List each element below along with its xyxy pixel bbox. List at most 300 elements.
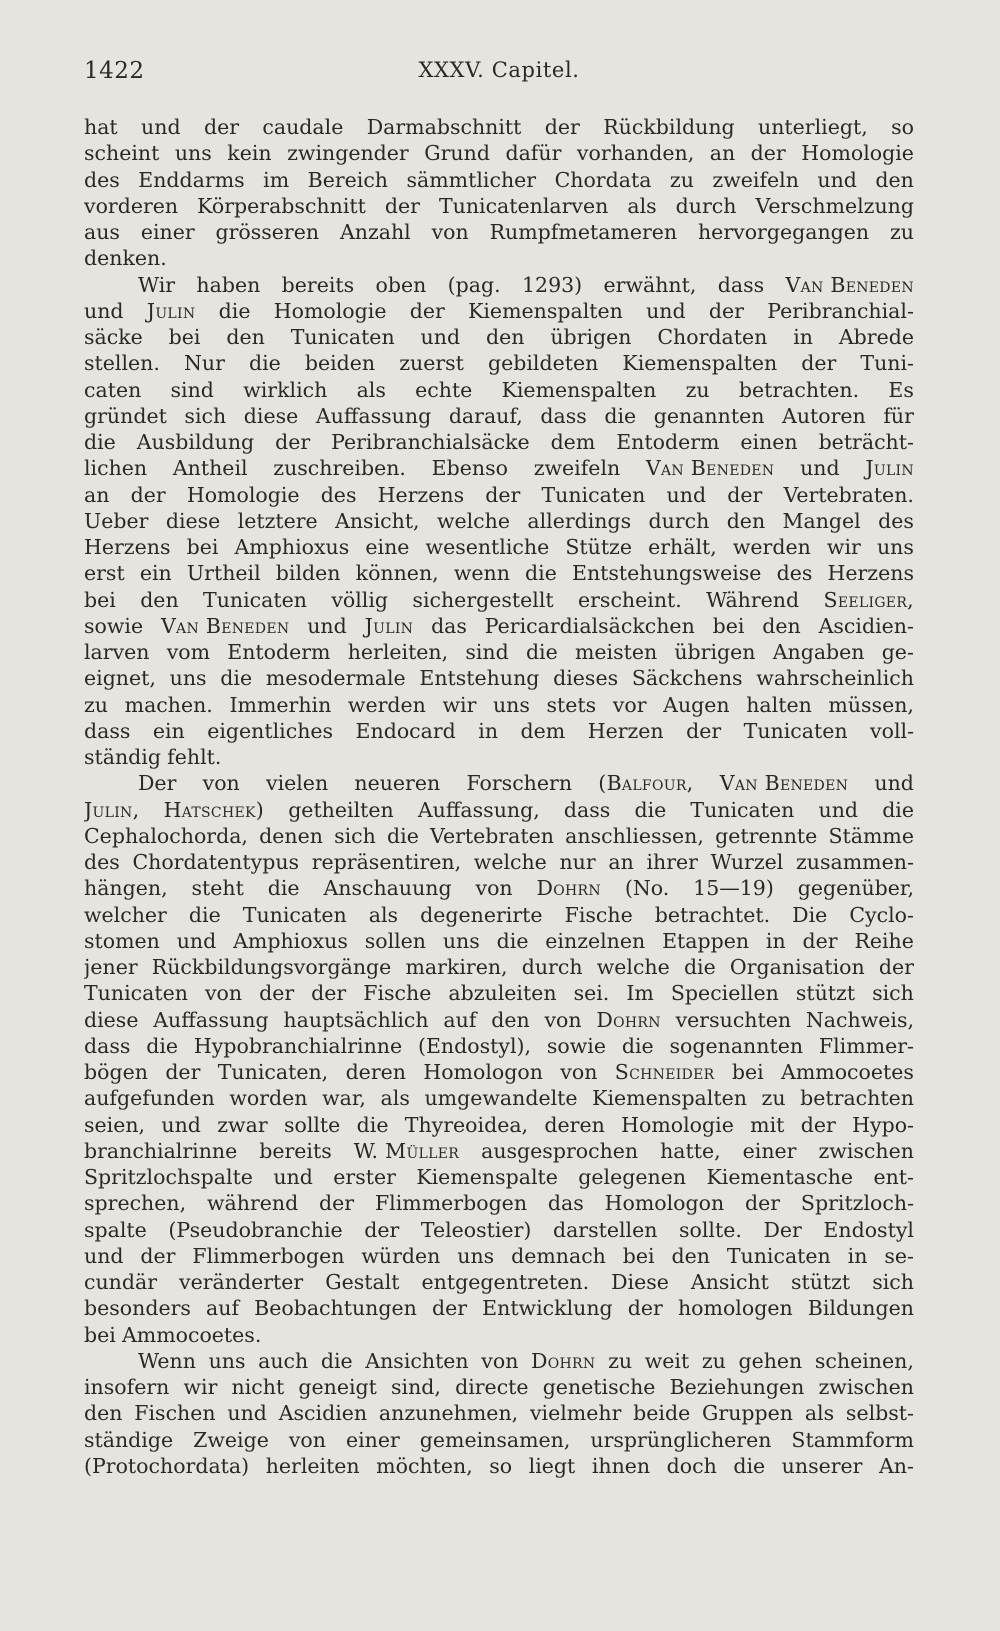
word: dass [84,718,131,743]
word: der [627,1296,663,1321]
word: von [544,1007,582,1032]
word: die [634,797,667,822]
word: Ausbildung [136,430,255,454]
word: zweifeln [712,167,799,192]
word: Urtheil [186,561,261,586]
word: 1293) [522,272,583,297]
word: Cephalochorda, [84,823,248,848]
word: Tunicaten [203,587,307,612]
word: die [146,1033,179,1058]
word: der [130,482,166,507]
word: würden [361,1243,441,1268]
text-line [84,1453,914,1479]
word: übrigen [674,640,756,664]
word: welche [436,508,510,533]
word: des [878,508,914,533]
word: Herzens [84,535,171,559]
word: als [356,377,386,402]
word: Augen [663,692,730,717]
word: Kiemenspalte [416,1165,558,1189]
word: genetische [542,1375,656,1399]
word: Anschauung [323,876,452,901]
word: die [356,1112,389,1137]
word: als [368,902,399,927]
word: selbst- [845,1401,914,1426]
word: lichen [84,456,148,481]
word: und [84,1243,124,1268]
word: von [431,220,469,244]
word: haben [196,272,261,297]
word: hängen, [84,876,168,901]
word: Wir [138,272,176,297]
text-line [84,1190,914,1216]
text-line [84,744,914,770]
word: caten [84,377,142,402]
word: gelegenen [578,1165,687,1189]
text-line [84,455,914,481]
word: der [686,718,722,743]
word: zu [889,220,914,244]
word: markiren, [405,955,508,979]
word: für [883,403,914,428]
word: seien, [84,1112,146,1137]
word: der [431,1296,468,1321]
word: und [800,456,840,481]
word: die [604,403,637,428]
word: herleiten [265,1453,360,1478]
word: Endostyl [823,1217,914,1242]
word: denen [259,823,323,848]
word: letztere [237,508,318,533]
word: getheilten [288,797,394,822]
word: Forschern [466,771,573,796]
text-line [84,823,914,849]
word: gebildeten [488,351,599,376]
text-line [84,1033,914,1059]
text-line [84,718,914,744]
word: stützt [790,1270,851,1294]
word: bei [731,1060,764,1084]
word: Antheil [172,456,248,481]
word: uns [442,928,480,953]
word: einer [140,220,195,244]
word: den [671,1243,710,1268]
word: scheint [84,141,160,166]
word: wir [826,535,861,559]
word: Stämme [828,823,914,848]
word: Chordatentypus [132,850,300,874]
text-line [84,665,914,691]
word: Wenn [138,1348,196,1373]
word: uns [208,1348,246,1373]
word: (Protochordata) [84,1453,250,1478]
word: Thyreoidea, [404,1112,529,1137]
word: gehen [738,1348,803,1373]
word: Cyclo- [849,902,914,927]
word: jener [84,955,138,979]
word: Beziehungen [669,1375,805,1399]
word: die [220,666,253,691]
word: weit [644,1348,690,1373]
word: Chordaten [657,325,768,349]
word: uns [876,535,914,559]
word: Etappen [662,928,750,953]
word: zu [84,692,109,717]
word: der [275,430,311,454]
author-name: Van Beneden [719,771,849,796]
word: grösseren [215,220,320,244]
text-line [84,639,914,665]
word: erster [333,1165,396,1189]
text-line [84,1112,914,1138]
word: der [878,955,914,979]
word: übrigen [550,325,632,349]
word: das [431,613,467,638]
word: Kiemenspalten [501,377,657,402]
author-name: Van Beneden [785,272,914,297]
word: der [384,193,420,218]
word: und [666,482,707,507]
word: wenn [453,561,510,586]
word: halten [746,692,812,717]
word: sowie [84,613,144,638]
word: directe [455,1375,529,1399]
word: Bereich [307,167,389,192]
word: zu [761,1086,786,1111]
word: der [802,928,838,953]
word: und [307,613,347,638]
word: aus [84,220,120,244]
author-name: Julin [146,298,196,323]
word: Rückbildungsvorgänge [151,955,392,979]
word: im [263,167,290,192]
word: und [84,298,124,323]
text-line [84,928,914,954]
text-line [84,1400,914,1426]
word: Tunicaten, [217,1060,329,1084]
word: sollte [283,1112,341,1137]
word: erwähnt, [603,272,697,297]
word: getrennte [715,823,818,848]
word: Ammocoetes. [121,1322,262,1347]
word: der [801,351,837,376]
text-line [84,140,914,166]
word: Ueber [84,508,149,533]
word: aufgefunden [84,1086,215,1111]
word: unserer [781,1453,863,1478]
word: den [491,1007,530,1032]
word: Fische [564,902,633,927]
word: dem [520,718,566,743]
word: gegenüber, [797,876,914,901]
word: echte [415,377,473,402]
word: als [627,193,657,218]
word: Chordata [554,167,652,192]
word: und [646,298,686,323]
word: zu [669,167,694,192]
word: insofern [84,1375,170,1399]
word: zu [685,377,710,402]
word: Herzen [587,718,664,743]
word: Fische [363,981,432,1006]
text-line [84,587,914,613]
word: Tunicaten [84,981,188,1006]
word: Ascidien [278,1401,368,1426]
word: deren [544,1112,605,1137]
author-name: Dohrn [596,1007,661,1032]
word: den [762,613,801,638]
word: entgegentreten. [421,1270,590,1294]
page-header [84,58,914,90]
word: stützt [795,981,856,1006]
word: die [621,1033,654,1058]
word: Amphioxus [234,535,350,559]
word: Autoren [782,403,866,428]
word: Auffassung [315,403,432,428]
word: anschliessen, [565,823,704,848]
word: homologen [677,1296,793,1321]
word: Enddarms [138,167,245,192]
word: den [726,508,766,533]
word: ein [139,561,172,586]
author-name: Dohrn [531,1348,596,1373]
word: Pericardialsäckchen [484,613,695,638]
word: darstellen [552,1217,658,1242]
word: betrachten [800,1086,914,1111]
word: während [206,1191,299,1216]
word: hervorgegangen [697,220,870,244]
word: Säckchens [631,666,743,691]
word: der [708,298,744,323]
word: bei [622,1243,655,1268]
word: das [547,1191,584,1216]
word: Der [763,1217,802,1242]
word: Flimmer- [818,1033,914,1058]
word: von [202,771,240,796]
word: die [882,797,914,822]
word: der [319,1191,355,1216]
author-name: Julin [364,613,414,638]
word: einen [740,430,798,454]
word: werden [732,535,811,559]
word: die [320,1348,353,1373]
word: Verschmelzung [755,193,914,218]
word: die [248,351,281,376]
word: von [560,1060,598,1084]
word: sämmtlicher [406,167,537,192]
text-line [84,403,914,429]
word: Kiementasche [706,1165,854,1189]
text-line [84,1164,914,1190]
word: Tuni- [860,351,914,376]
word: zu [701,1348,726,1373]
word: oben [375,272,427,297]
word: geneigt [298,1375,377,1399]
text-line [84,1295,914,1321]
word: (No. [624,876,670,901]
word: säcke [84,325,143,349]
word: war, [322,1086,366,1111]
word: dieses [553,666,619,691]
word: wahrscheinlich [756,666,914,691]
word: Reihe [854,928,914,953]
word: beide [633,1401,691,1426]
word: ursprünglicheren [590,1427,772,1452]
word: repräsentiren, [311,850,462,874]
word: zuschreiben. [273,456,406,481]
word: Während [706,587,800,612]
word: beiden [304,351,376,376]
word: Ebenso [431,456,508,481]
word: Gruppen [702,1401,794,1426]
word: bereits [281,272,355,297]
word: umgewandelte [424,1086,578,1111]
text-line [84,770,914,796]
word: larven [84,640,150,664]
word: Amphioxus [233,928,348,953]
word: mit [750,1112,785,1137]
word: sind [465,640,509,664]
word: zwingender [287,141,409,166]
word: Tunicatenlarven [438,193,609,218]
word: Ascidien- [818,613,914,638]
text-line [84,954,914,980]
word: genannten [653,403,765,428]
text-line [84,560,914,586]
text-line [84,1059,914,1085]
word: welche [596,955,670,979]
word: auf [443,1007,477,1032]
word: die [84,430,116,454]
word: dass [563,797,611,822]
word: Grund [424,141,490,166]
word: sogenannten [669,1033,804,1058]
text-line [84,980,914,1006]
word: Entoderm [616,430,720,454]
word: An- [879,1453,914,1478]
word: Nachweis, [805,1007,914,1032]
author-name: Van Beneden [160,613,290,638]
word: Homologie [273,298,387,323]
word: gründet [84,403,167,428]
word: der [409,298,445,323]
author-name: (Balfour, [598,771,694,796]
word: sichergestellt [412,587,554,612]
word: zwar [217,1112,268,1137]
word: bei [84,587,116,612]
text-line [84,1217,914,1243]
word: Körperabschnitt [197,193,366,218]
word: Gestalt [325,1270,400,1294]
word: und [273,1165,313,1189]
word: ihrer [646,850,698,874]
word: sich [872,1270,914,1294]
word: demnach [511,1243,606,1268]
word: fehlt. [167,745,222,769]
word: bereits [259,1138,332,1163]
word: zusammen- [796,850,914,874]
word: besonders [84,1296,191,1321]
word: sowie [546,1033,606,1058]
word: vorhanden, [576,141,695,166]
word: den [226,325,265,349]
word: abzuleiten [448,981,557,1006]
word: als [380,1086,410,1111]
text-line [84,114,914,140]
word: Diese [611,1270,669,1294]
word: dem [550,430,596,454]
word: Tunicaten [743,718,848,743]
text-line [84,1138,914,1164]
word: allerdings [527,508,632,533]
word: ausgesprochen [481,1138,639,1163]
word: dass [84,1033,131,1058]
word: Herzens [377,482,465,507]
word: in [847,1243,868,1268]
word: Spritzloch- [800,1191,914,1216]
word: Zweige [193,1427,269,1452]
word: und [176,928,217,953]
word: dafür [505,141,562,166]
word: Homologon [423,1060,543,1084]
word: Auffassung, [417,797,540,822]
word: der [485,482,521,507]
word: ge- [881,640,914,664]
word: Im [626,981,654,1006]
word: Homologie [801,141,914,166]
word: veränderter [179,1270,304,1294]
word: eignet, [84,666,156,691]
word: Flimmerbogen [192,1243,345,1268]
word: Entstehung [419,666,540,691]
word: auf [206,1296,240,1321]
word: der [750,141,786,166]
word: hat [84,115,118,139]
word: Herzens [827,561,914,586]
word: in [765,928,786,953]
word: erst [84,561,125,586]
word: an [709,141,736,166]
word: zwischen [818,1375,914,1399]
word: wir [183,1375,218,1399]
word: durch [521,955,583,979]
word: und [141,115,181,139]
word: Angaben [772,640,865,664]
word: Endocard [355,718,456,743]
word: Ansicht [690,1270,769,1294]
word: den [84,1401,123,1426]
word: Tunicaten [690,797,795,822]
word: welche [473,850,547,874]
word: Ansichten [365,1348,469,1373]
author-name: Seeliger, [823,587,914,612]
word: Mangel [782,508,861,533]
text-line [84,534,914,560]
word: anzunehmen, [378,1401,519,1426]
word: ständige [84,1427,174,1452]
word: einzelnen [545,928,646,953]
word: Vertebraten. [783,482,914,507]
word: an [608,850,634,874]
word: vom [166,640,211,664]
word: diese [243,403,299,428]
word: der [203,115,240,139]
word: die [188,902,221,927]
word: nur [559,850,596,874]
text-line [84,1243,914,1269]
word: erhält, [648,535,717,559]
word: bei [712,613,745,638]
